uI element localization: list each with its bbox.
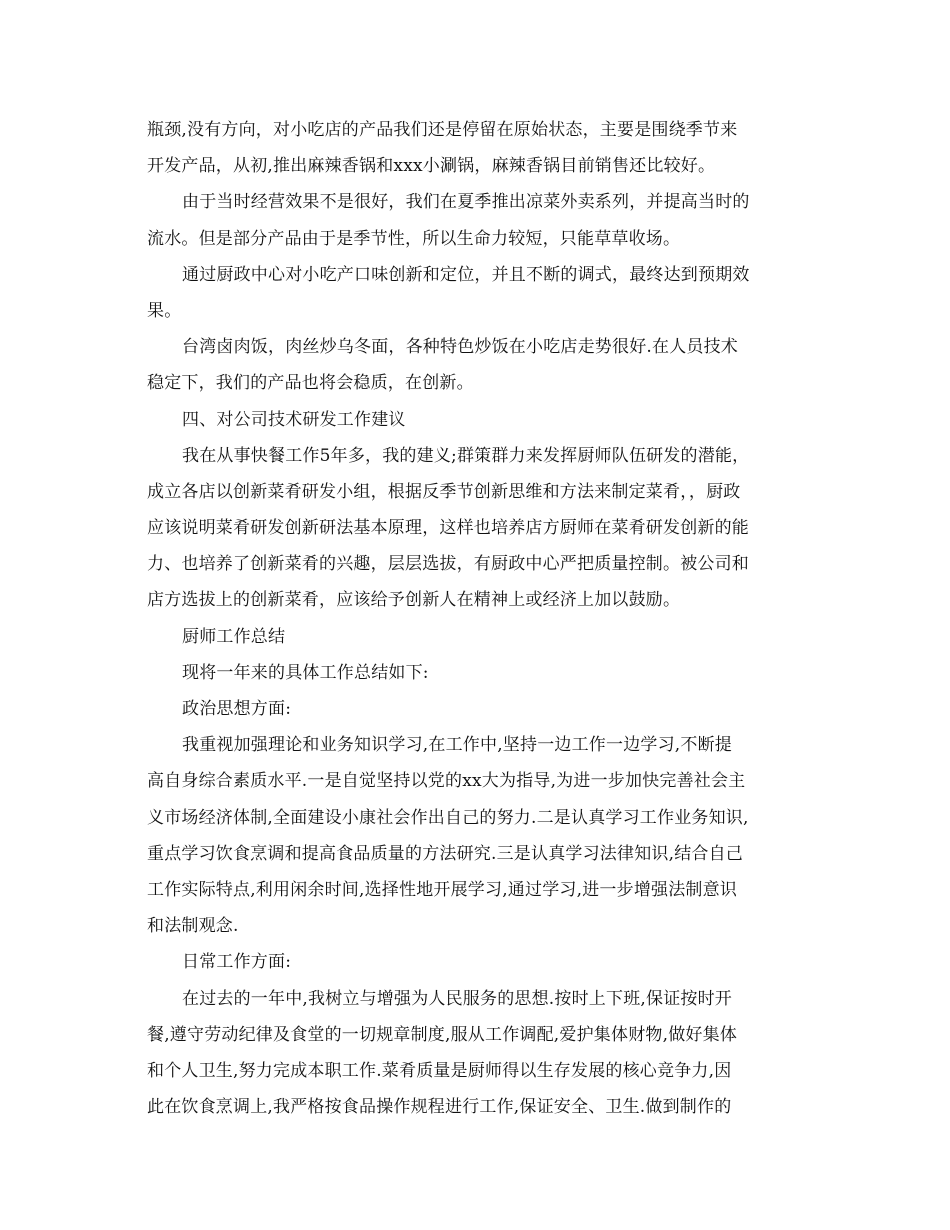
section-title: 厨师工作总结 [182,626,286,647]
text-line: 和法制观念. [147,916,239,937]
subsection-heading: 政治思想方面: [182,699,292,719]
text-line: 店方选拔上的创新菜肴，应该给予创新人在精神上或经济上加以鼓励。 [147,590,681,611]
text-line: 流水。但是部分产品由于是季节性，所以生命力较短，只能草草收场。 [147,228,681,249]
paragraph-start-line: 我重视加强理论和业务知识学习,在工作中,坚持一边工作一边学习,不断提 [182,735,733,756]
paragraph-start-line: 我在从事快餐工作5年多，我的建义;群策群力来发挥厨师队伍研发的潜能， [182,445,750,466]
intro-line: 现将一年来的具体工作总结如下: [182,662,429,683]
text-line: 应该说明菜肴研发创新研法基本原理，这样也培养店方厨师在菜肴研发创新的能 [147,518,749,539]
text-line: 餐,遵守劳动纪律及食堂的一切规章制度,服从工作调配,爱护集体财物,做好集体 [147,1024,738,1045]
subsection-heading: 日常工作方面: [182,952,292,973]
text-line: 此在饮食烹调上,我严格按食品操作规程进行工作,保证安全、卫生.做到制作的 [147,1097,732,1118]
text-line: 工作实际特点,利用闲余时间,选择性地开展学习,通过学习,进一步增强法制意识 [147,879,738,900]
text-line: 和个人卫生,努力完成本职工作.菜肴质量是厨师得以生存发展的核心竞争力,因 [147,1060,732,1081]
section-heading: 四、对公司技术研发工作建议 [182,409,406,430]
text-line: 果。 [147,300,182,321]
text-line: 成立各店以创新菜肴研发小组，根据反季节创新思维和方法来制定菜肴，，厨政 [147,481,741,502]
paragraph-start-line: 在过去的一年中,我树立与增强为人民服务的思想.按时上下班,保证按时开 [182,988,733,1009]
text-line: 瓶颈,没有方向，对小吃店的产品我们还是停留在原始状态，主要是围绕季节来 [147,120,738,140]
text-line: 稳定下，我们的产品也将会稳质，在创新。 [147,373,474,394]
document-body [147,112,807,1125]
text-line: 开发产品，从初,推出麻辣香锅和xxx小涮锅，麻辣香锅目前销售还比较好。 [147,156,716,177]
paragraph-start-line: 台湾卤肉饭，肉丝炒乌冬面，各种特色炒饭在小吃店走势很好.在人员技术 [182,337,739,358]
text-line: 力、也培养了创新菜肴的兴趣，层层选拔，有厨政中心严把质量控制。被公司和 [147,554,749,575]
paragraph-start-line: 通过厨政中心对小吃产口味创新和定位，并且不断的调式，最终达到预期效 [182,264,750,285]
text-line: 重点学习饮食烹调和提高食品质量的方法研究.三是认真学习法律知识,结合自己 [147,843,744,864]
text-line: 高自身综合素质水平.一是自觉坚持以党的xx大为指导,为进一步加快完善社会主 [147,771,746,792]
paragraph-start-line: 由于当时经营效果不是很好，我们在夏季推出凉菜外卖系列，并提高当时的 [182,192,750,213]
text-line: 义市场经济体制,全面建设小康社会作出自己的努力.二是认真学习工作业务知识, [147,807,749,828]
